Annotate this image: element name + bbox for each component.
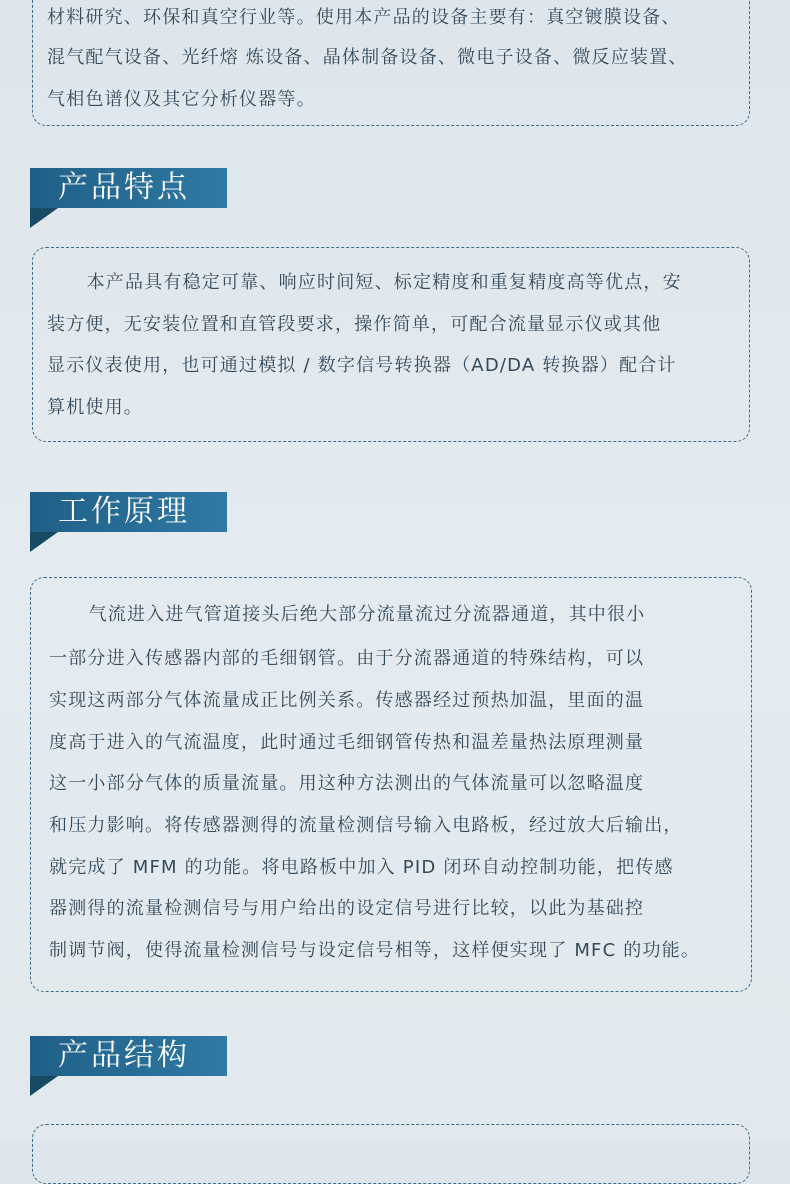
intro-text-box — [32, 0, 750, 126]
features-text-box — [32, 247, 750, 442]
intro-line: 混气配气设备、光纤熔 炼设备、晶体制备设备、微电子设备、微反应装置、 — [47, 47, 688, 68]
principle-line: 一部分进入传感器内部的毛细钢管。由于分流器通道的特殊结构，可以 — [49, 648, 645, 669]
title-corner-fold — [30, 208, 58, 228]
features-line: 显示仪表使用，也可通过模拟 / 数字信号转换器（AD/DA 转换器）配合计 — [47, 355, 677, 376]
features-line: 本产品具有稳定可靠、响应时间短、标定精度和重复精度高等优点，安 — [86, 272, 682, 293]
section-title-text: 工作原理 — [58, 494, 190, 529]
title-corner-fold — [30, 532, 58, 552]
principle-line: 和压力影响。将传感器测得的流量检测信号输入电路板，经过放大后输出， — [49, 815, 683, 836]
section-title-text: 产品特点 — [58, 170, 190, 205]
features-line: 算机使用。 — [47, 397, 143, 418]
principle-line: 器测得的流量检测信号与用户给出的设定信号进行比较，以此为基础控 — [49, 898, 645, 919]
structure-text-box — [32, 1124, 750, 1184]
intro-line: 材料研究、环保和真空行业等。使用本产品的设备主要有：真空镀膜设备、 — [47, 7, 681, 28]
principle-line: 这一小部分气体的质量流量。用这种方法测出的气体流量可以忽略温度 — [49, 773, 645, 794]
section-title-text: 产品结构 — [58, 1038, 190, 1073]
principle-line: 实现这两部分气体流量成正比例关系。传感器经过预热加温，里面的温 — [49, 690, 645, 711]
section-title-features — [30, 168, 227, 208]
principle-line: 气流进入进气管道接头后绝大部分流量流过分流器通道，其中很小 — [88, 604, 646, 625]
principle-line: 就完成了 MFM 的功能。将电路板中加入 PID 闭环自动控制功能，把传感 — [49, 857, 674, 878]
principle-text-box — [30, 577, 752, 992]
features-line: 装方便，无安装位置和直管段要求，操作简单，可配合流量显示仪或其他 — [47, 314, 662, 335]
section-title-principle — [30, 492, 227, 532]
title-corner-fold — [30, 1076, 58, 1096]
principle-line: 度高于进入的气流温度，此时通过毛细钢管传热和温差量热法原理测量 — [49, 732, 645, 753]
intro-line: 气相色谱仪及其它分析仪器等。 — [47, 89, 316, 110]
principle-line: 制调节阀，使得流量检测信号与设定信号相等，这样便实现了 MFC 的功能。 — [49, 940, 701, 961]
section-title-structure — [30, 1036, 227, 1076]
